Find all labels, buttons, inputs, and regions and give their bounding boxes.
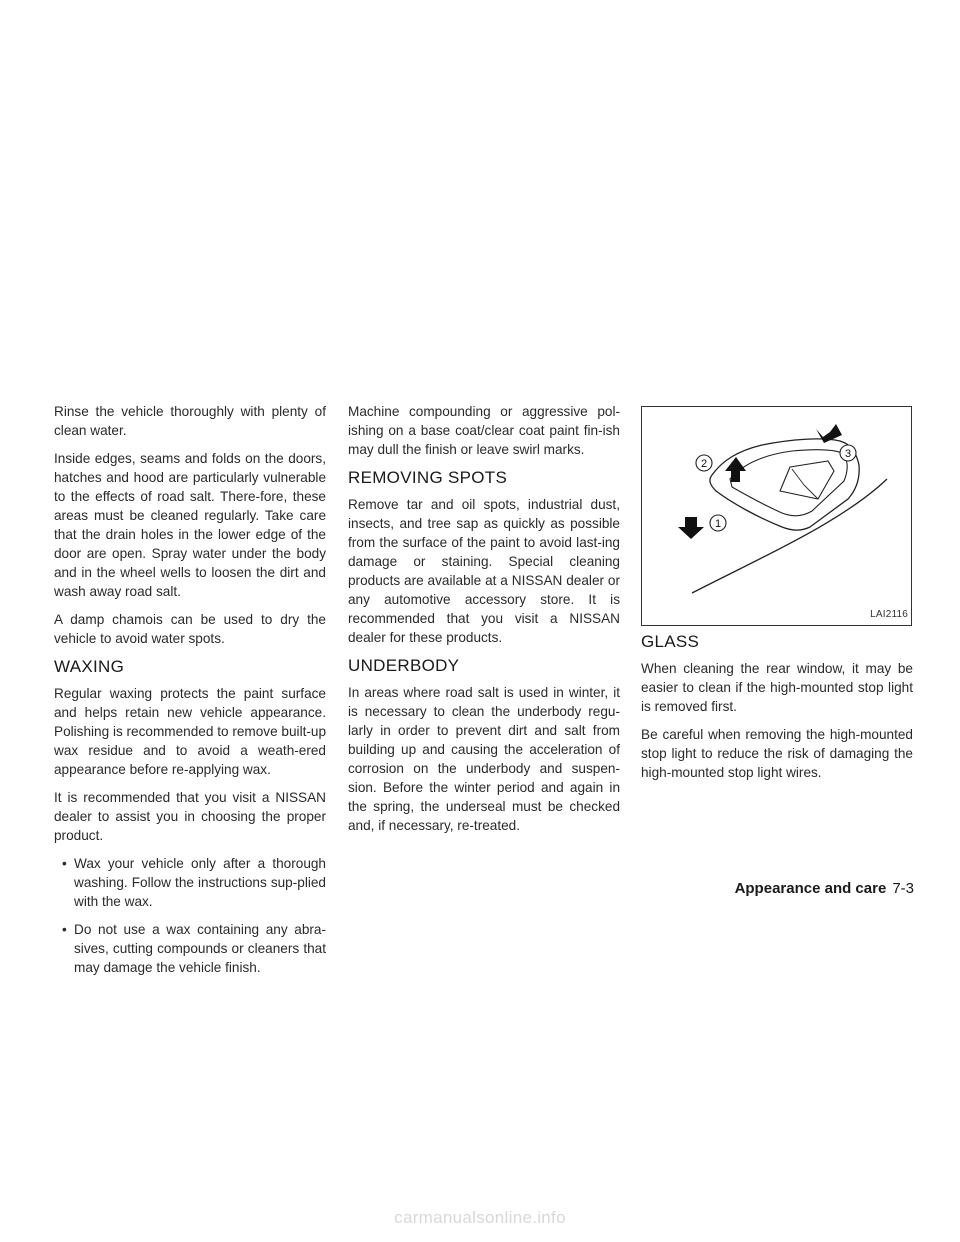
stop-light-inner-edge [730, 450, 847, 516]
glass-paragraph-1: When cleaning the rear window, it may be easier to clean if the high-mounted stop light is removed first. [641, 661, 913, 714]
rinse-paragraph: Rinse the vehicle thoroughly with plenty of clean water. [54, 404, 326, 438]
road-salt-paragraph: Inside edges, seams and folds on the doors, hatches and hood are particularly vulnerable to the effects of road salt. There-fore, these areas must be cleaned regularly. Take care that the drain holes in the lower edge of the door are open. Spray water under the body and in the wheel wells to loosen the dirt and wash away road salt. [54, 451, 326, 599]
removing-spots-heading: REMOVING SPOTS [348, 468, 508, 487]
bullet-icon: • [62, 922, 67, 937]
underbody-paragraph: In areas where road salt is used in winter, it is necessary to clean the underbody regu-larly in order to prevent dirt and salt from building up and causing the acceleration of corrosion on the underbody and suspen-sion. Before the winter period and again in the spring, the underseal must be checked and, if necessary, re-treated. [348, 685, 620, 833]
callout-label-1: 1 [714, 518, 722, 530]
left-column [54, 402, 326, 986]
removing-spots-paragraph: Remove tar and oil spots, industrial dust, insects, and tree sap as quickly as possible from the surface of the paint to avoid last-ing damage or staining. Special cleaning products are available at a NISSAN dealer or any automotive accessory store. It is recommended that you visit a NISSAN dealer for these products. [348, 497, 620, 645]
right-column [641, 406, 913, 791]
page-number: 7-3 [892, 880, 914, 897]
body-contour-line [692, 479, 887, 593]
callout-label-3: 3 [844, 448, 852, 460]
page-footer [735, 880, 914, 897]
footer-section-title: Appearance and care [734, 880, 887, 897]
waxing-bullet-list [54, 854, 326, 977]
chamois-paragraph: A damp chamois can be used to dry the vehicle to avoid water spots. [54, 612, 326, 646]
glass-paragraph-2: Be careful when removing the high-mounted stop light to reduce the risk of damaging the high-mounted stop light wires. [641, 727, 913, 780]
bullet-icon: • [62, 856, 67, 871]
glass-heading: GLASS [641, 632, 700, 651]
stop-light-lens [780, 461, 834, 499]
bullet-text: Wax your vehicle only after a thorough washing. Follow the instructions sup-plied with the wax. [74, 856, 326, 909]
waxing-paragraph-1: Regular waxing protects the paint surface and helps retain new vehicle appearance. Polishing is recommended to remove built-up wax residue and to avoid a weath-ered appearance before re-applying wax. [54, 686, 327, 777]
watermark: carmanualsonline.info [394, 1208, 566, 1227]
arrow-down-icon [678, 517, 704, 539]
waxing-heading: WAXING [54, 657, 125, 676]
underbody-heading: UNDERBODY [348, 656, 460, 675]
callout-label-2: 2 [700, 458, 708, 470]
arrow-up-icon [725, 457, 746, 482]
figure-code: LAI2116 [870, 609, 908, 620]
stop-light-illustration [642, 407, 911, 625]
bullet-text: Do not use a wax containing any abra-sives, cutting compounds or cleaners that may damage the vehicle finish. [74, 922, 326, 975]
middle-column [348, 402, 620, 844]
list-item [54, 854, 326, 911]
stop-light-removal-figure [641, 406, 912, 626]
list-item [54, 920, 326, 977]
waxing-paragraph-2: It is recommended that you visit a NISSAN dealer to assist you in choosing the proper product. [54, 790, 326, 843]
compounding-paragraph: Machine compounding or aggressive pol-ishing on a base coat/clear coat paint fin-ish may dull the finish or leave swirl marks. [348, 404, 620, 457]
